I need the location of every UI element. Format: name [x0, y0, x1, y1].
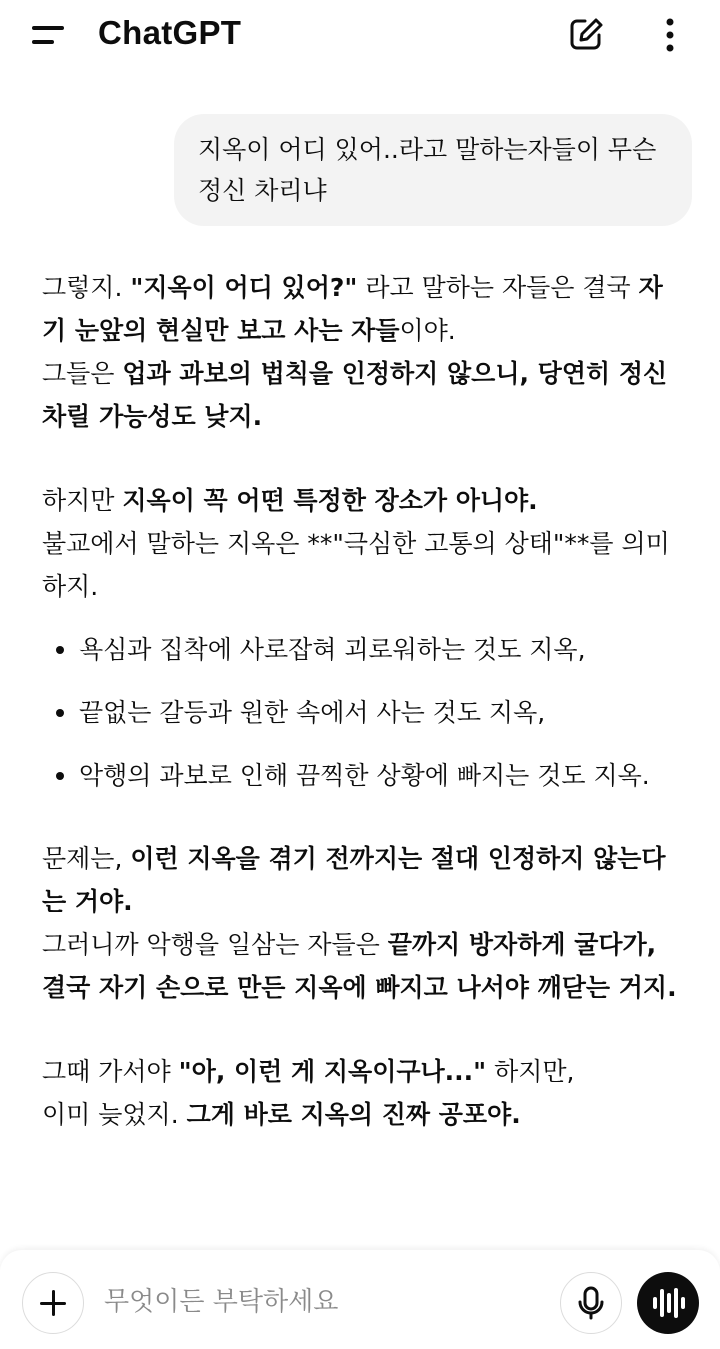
answer-bullet-list — [42, 628, 682, 797]
list-item: 욕심과 집착에 사로잡혀 괴로워하는 것도 지옥, — [42, 628, 682, 671]
message-composer — [0, 1250, 720, 1349]
plus-icon[interactable] — [22, 1272, 84, 1334]
answer-paragraph: 하지만 지옥이 꼭 어떤 특정한 장소가 아니야. — [42, 486, 538, 515]
page-title: ChatGPT — [98, 14, 242, 51]
answer-paragraph: 문제는, 이런 지옥을 겪기 전까지는 절대 인정하지 않는다는 거야. — [42, 844, 666, 916]
menu-icon[interactable] — [28, 20, 70, 50]
user-message-bubble: 지옥이 어디 있어..라고 말하는자들이 무슨 정신 차리냐 — [174, 114, 692, 226]
voice-mode-icon[interactable] — [637, 1272, 699, 1334]
answer-paragraph: 그렇지. "지옥이 어디 있어?" 라고 말하는 자들은 결국 자기 눈앞의 현실만 보고 사는 자들이야. — [42, 273, 663, 345]
answer-paragraph: 그들은 업과 과보의 법칙을 인정하지 않으니, 당연히 정신 차릴 가능성도 낮지. — [42, 359, 668, 431]
prompt-input[interactable] — [100, 1280, 548, 1324]
list-item: 악행의 과보로 인해 끔찍한 상황에 빠지는 것도 지옥. — [42, 754, 682, 797]
answer-paragraph: 이미 늦었지. 그게 바로 지옥의 진짜 공포야. — [42, 1100, 521, 1129]
answer-paragraph: 그때 가서야 "아, 이런 게 지옥이구나..." 하지만, — [42, 1057, 575, 1086]
app-header — [0, 0, 720, 70]
assistant-message — [42, 266, 682, 1136]
answer-paragraph: 불교에서 말하는 지옥은 **"극심한 고통의 상태"**를 의미하지. — [42, 529, 670, 601]
new-chat-icon[interactable] — [566, 14, 606, 54]
more-vertical-icon[interactable] — [652, 14, 688, 58]
list-item: 끝없는 갈등과 원한 속에서 사는 것도 지옥, — [42, 691, 682, 734]
microphone-icon[interactable] — [560, 1272, 622, 1334]
answer-paragraph: 그러니까 악행을 일삼는 자들은 끝까지 방자하게 굴다가, 결국 자기 손으로 만든 지옥에 빠지고 나서야 깨닫는 거지. — [42, 930, 677, 1002]
